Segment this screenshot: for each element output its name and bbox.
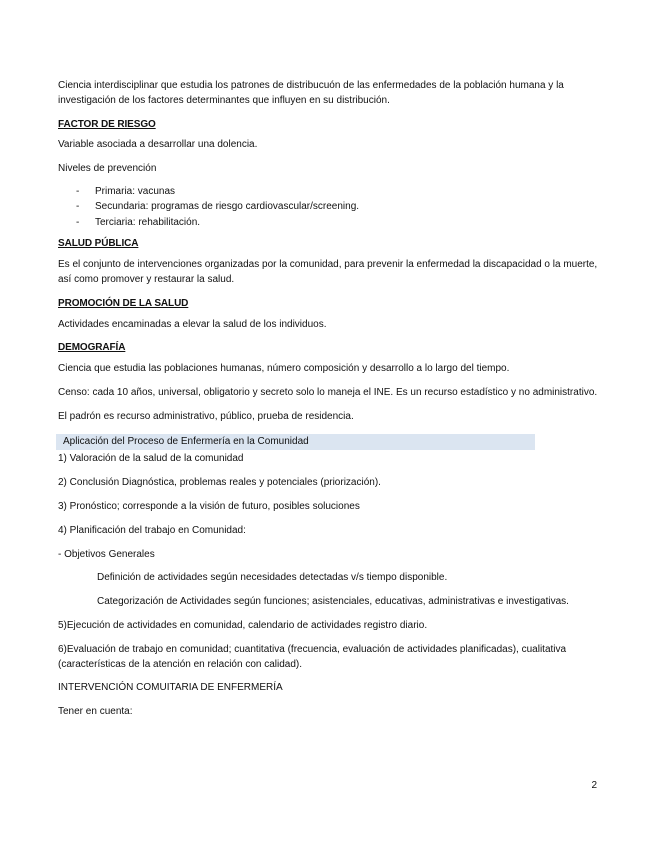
factor-riesgo-definition: Variable asociada a desarrollar una dolencia. — [58, 139, 258, 151]
step-evaluacion: 6)Evaluación de trabajo en comunidad; cuantitativa (frecuencia, evaluación de actividades planificadas), cualitativa (características de la atención en relación con calidad). — [58, 643, 567, 670]
document-page — [58, 79, 603, 729]
censo-text: Censo: cada 10 años, universal, obligatorio y secreto solo lo maneja el INE. Es un recurso estadístico y no administrativo. — [58, 387, 598, 399]
objetivos-generales: - Objetivos Generales — [58, 548, 155, 560]
proceso-enfermeria-banner: Aplicación del Proceso de Enfermería en la Comunidad — [56, 434, 535, 451]
intervencion-title: INTERVENCIÓN COMUITARIA DE ENFERMERÍA — [58, 682, 283, 694]
step-conclusion: 2) Conclusión Diagnóstica, problemas reales y potenciales (priorización). — [58, 477, 381, 489]
prevention-levels-title: Niveles de prevención — [58, 163, 157, 175]
step-ejecucion: 5)Ejecución de actividades en comunidad, calendario de actividades registro diario. — [58, 620, 428, 632]
bullet-dash: - — [76, 216, 80, 228]
list-item-text: Primaria: vacunas — [95, 185, 176, 197]
objetivo-definicion: Definición de actividades según necesidades detectadas v/s tiempo disponible. — [97, 572, 448, 584]
step-pronostico: 3) Pronóstico; corresponde a la visión de futuro, posibles soluciones — [58, 501, 360, 513]
heading-demografia: DEMOGRAFÍA — [58, 342, 126, 354]
salud-publica-text: Es el conjunto de intervenciones organizadas por la comunidad, para prevenir la enfermedad la discapacidad o la muerte, así como promover y restaurar la salud. — [58, 259, 598, 286]
list-item — [58, 184, 603, 200]
promocion-text: Actividades encaminadas a elevar la salud de los individuos. — [58, 318, 327, 330]
intro-paragraph: Ciencia interdisciplinar que estudia los patrones de distribucuón de las enfermedades de la población humana y la investigación de los factores determinantes que influyen en su distribución. — [58, 80, 564, 106]
demografia-text: Ciencia que estudia las poblaciones humanas, número composición y desarrollo a lo largo del tiempo. — [58, 363, 510, 375]
bullet-dash: - — [76, 185, 80, 197]
bullet-dash: - — [76, 201, 80, 213]
list-item — [58, 215, 603, 231]
padron-text: El padrón es recurso administrativo, público, prueba de residencia. — [58, 410, 354, 422]
list-item-text: Secundaria: programas de riesgo cardiovascular/screening. — [95, 201, 360, 213]
list-item-text: Terciaria: rehabilitación. — [95, 216, 201, 228]
step-planificacion: 4) Planificación del trabajo en Comunidad: — [58, 524, 246, 536]
prevention-levels-list — [58, 184, 603, 231]
step-valoracion: 1) Valoración de la salud de la comunidad — [58, 453, 244, 465]
objetivo-categorizacion: Categorización de Actividades según funciones; asistenciales, educativas, administrativas e investigativas. — [97, 596, 569, 608]
page-number: 2 — [591, 780, 597, 791]
heading-salud-publica: SALUD PÚBLICA — [58, 238, 139, 250]
list-item — [58, 199, 603, 215]
heading-promocion-salud: PROMOCIÓN DE LA SALUD — [58, 297, 189, 309]
tener-en-cuenta: Tener en cuenta: — [58, 706, 133, 718]
heading-factor-de-riesgo: FACTOR DE RIESGO — [58, 118, 156, 130]
